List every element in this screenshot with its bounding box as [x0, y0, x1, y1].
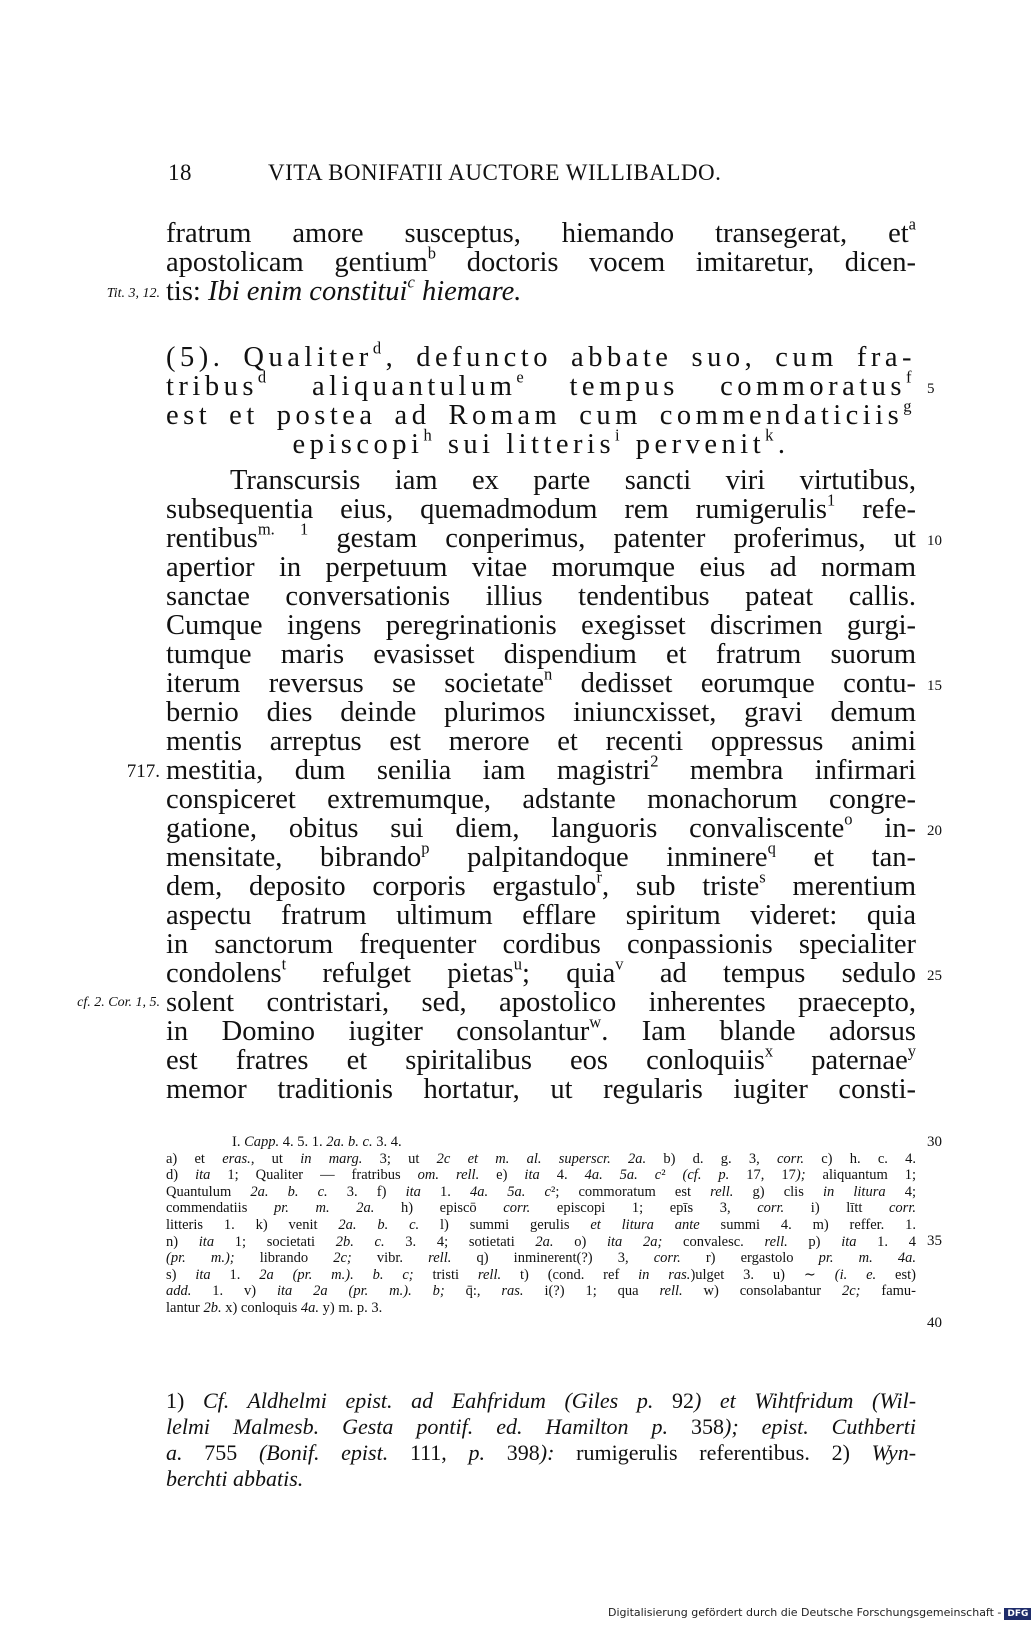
- text-line: gatione, obitus sui diem, languoris convaliscente$^o$ in-: [166, 809, 916, 844]
- text-line: Transcursis iam ex parte sancti viri virtutibus,: [230, 465, 916, 496]
- text-line: solent contristari, sed, apostolico inherentes praecepto,: [166, 987, 916, 1018]
- footnote-line: 1) Cf. Aldhelmi epist. ad Eahfridum (Giles p. 92) et Wihtfridum (Wil-: [166, 1388, 917, 1413]
- text-line: mentis arreptus est merore et recenti oppressus animi: [166, 726, 916, 757]
- apparatus-line: lantur 2b. x) conloquis 4a. y) m. p. 3.: [166, 1299, 383, 1316]
- text-line: memor traditionis hortatur, ut regularis iugiter consti-: [166, 1074, 916, 1105]
- text-line: rentibus$^{m. 1}$ gestam conperimus, patenter proferimus, ut: [166, 519, 916, 554]
- apparatus-line: add. 1. v) ita 2a (pr. m.). b; q̄:, ras. i(?) 1; qua rell. w) consolabantur 2c; famu-: [166, 1283, 916, 1300]
- text-line: est fratres et spiritalibus eos conloquiis$^x$ paternae$^y$: [166, 1041, 916, 1076]
- digitization-credit: [608, 1606, 1031, 1620]
- footnote-line: berchti abbatis.: [166, 1466, 304, 1491]
- apparatus-line: Quantulum 2a. b. c. 3. f) ita 1. 4a. 5a. c²; commoratum est rell. g) clis in litura 4;: [166, 1183, 917, 1200]
- line-number: 5: [927, 381, 935, 397]
- apparatus-line: a) et eras., ut in marg. 3; ut 2c et m. al. superscr. 2a. b) d. g. 3, corr. c) h. c. 4.: [166, 1150, 916, 1167]
- apparatus-line: I. Capp. 4. 5. 1. 2a. b. c. 3. 4.: [232, 1134, 402, 1150]
- dfg-logo: DFG: [1004, 1608, 1031, 1620]
- apparatus-line: n) ita 1; societati 2b. c. 3. 4; sotietati 2a. o) ita 2a; convalesc. rell. p) ita 1. 4: [166, 1233, 916, 1250]
- text-line: conspiceret extremumque, adstante monachorum congre-: [166, 784, 916, 815]
- text-line: tribus$^d$ aliquantulum$^e$ tempus commoratus$^f$: [166, 367, 917, 402]
- line-number: 35: [927, 1233, 942, 1249]
- text-line: Cumque ingens peregrinationis exegisset discrimen gurgi-: [166, 610, 916, 641]
- page-number: 18: [168, 160, 192, 185]
- credit-text: Digitalisierung gefördert durch die Deutsche Forschungsgemeinschaft -: [608, 1606, 1002, 1619]
- margin-reference: cf. 2. Cor. 1, 5.: [77, 995, 160, 1010]
- text-line: in Domino iugiter consolantur$^w$. Iam blande adorsus: [166, 1012, 916, 1047]
- text-line: sanctae conversationis illius tendentibus pateat callis.: [166, 581, 916, 612]
- text-line: mensitate, bibrando$^p$ palpitandoque inminere$^q$ et tan-: [166, 838, 916, 873]
- margin-year: 717.: [126, 761, 160, 782]
- text-line: est et postea ad Romam cum commendaticiis$^g$: [166, 396, 916, 431]
- text-line: apertior in perpetuum vitae morumque eius ad normam: [166, 552, 916, 583]
- critical-apparatus: [166, 1134, 916, 1317]
- text-line: fratrum amore susceptus, hiemando transegerat, $et^a$: [166, 214, 916, 249]
- text-line: apostolicam gentium$^b$ doctoris vocem imitaretur, dicen-: [166, 243, 916, 278]
- line-number: 25: [927, 968, 942, 984]
- text-line: condolens$^t$ refulget pietas$^u$; quia$^v$ ad tempus sedulo: [166, 954, 916, 989]
- line-number: 40: [927, 1315, 942, 1331]
- text-line: tumque maris evasisset dispendium et fratrum suorum: [166, 639, 916, 670]
- apparatus-line: litteris 1. k) venit 2a. b. c. l) summi gerulis et litura ante summi 4. m) reffer. 1.: [166, 1216, 917, 1233]
- running-title: VITA BONIFATII AUCTORE WILLIBALDO.: [268, 160, 722, 185]
- text-line: (5). Qualiter$^d$, defuncto abbate suo, cum fra-: [166, 338, 917, 373]
- text-line: bernio dies deinde plurimos iniuncxisset, gravi demum: [166, 697, 916, 728]
- footnote-line: a. 755 (Bonif. epist. 111, p. 398): rumigerulis referentibus. 2) Wyn-: [166, 1440, 917, 1465]
- line-number: 15: [927, 678, 942, 694]
- margin-reference: Tit. 3, 12.: [106, 286, 160, 301]
- apparatus-line: d) ita 1; Qualiter — fratribus om. rell. e) ita 4. 4a. 5a. c² (cf. p. 17, 17); aliquantum 1;: [166, 1167, 917, 1184]
- line-number: 10: [927, 533, 942, 549]
- text-line: dem, deposito corporis ergastulo$^r$, sub triste$^s$ merentium: [166, 867, 916, 902]
- text-line: in sanctorum frequenter cordibus conpassionis specialiter: [166, 929, 916, 960]
- apparatus-line: (pr. m.); librando 2c; vibr. rell. q) inminerent(?) 3, corr. r) ergastolo pr. m. 4a.: [166, 1250, 916, 1267]
- apparatus-line: commendatiis pr. m. 2a. h) episcō corr. episcopi 1; epīs 3, corr. i) lītt corr.: [166, 1200, 916, 1217]
- text-line: episcopi$^h$ sui litteris$^i$ pervenit$^k$.: [292, 425, 790, 460]
- text-line: iterum reversus se societate$^n$ dedisset eorumque contu-: [166, 664, 916, 699]
- footnotes: [166, 1388, 916, 1492]
- footnote-line: lelmi Malmesb. Gesta pontif. ed. Hamilton p. 358); epist. Cuthberti: [166, 1414, 917, 1439]
- text-line: aspectu fratrum ultimum efflare spiritum videret: quia: [166, 900, 916, 931]
- line-number: 20: [927, 823, 942, 839]
- line-number: 30: [927, 1134, 942, 1150]
- text-line: mestitia, dum senilia iam magistri$^2$ membra infirmari: [166, 751, 917, 786]
- text-line: tis: Ibi enim constitui$^c$ hiemare.: [166, 272, 522, 307]
- text-line: subsequentia eius, quemadmodum rem rumigerulis$^1$ refe-: [166, 490, 916, 525]
- apparatus-line: s) ita 1. 2a (pr. m.). b. c; tristi rell. t) (cond. ref in ras.)ulget 3. u) ∼ (i. e. est): [166, 1266, 916, 1283]
